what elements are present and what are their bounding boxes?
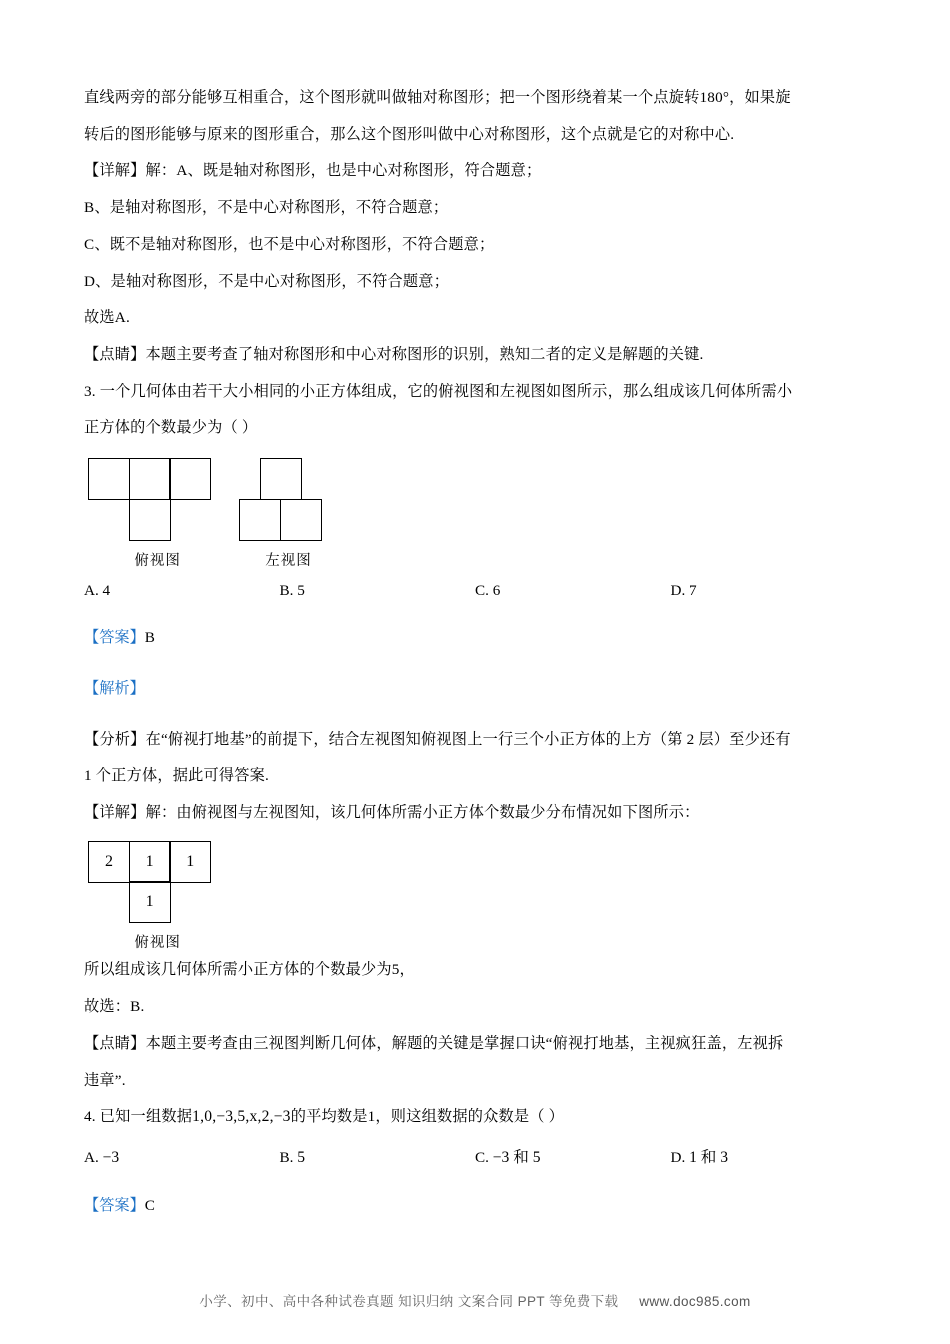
analysis-text: 1 个正方体，据此可得答案. (84, 767, 270, 785)
grid-cell (169, 458, 211, 500)
question-3-analysis-line-2 (84, 758, 866, 794)
paragraph-3 (84, 153, 866, 189)
answer-label: 【答案】 (84, 629, 145, 647)
question-4-suffix: 的平均数是1，则这组数据的众数是（ ） (290, 1108, 565, 1126)
key-text: 违章”. (84, 1071, 126, 1089)
choice-c: C. 6 (475, 581, 501, 599)
analysis-label: 【解析】 (84, 679, 145, 697)
key-text: 本题主要考查由三视图判断几何体，解题的关键是掌握口诀“俯视打地基，主视疯狂盖，左视拆 (145, 1034, 784, 1052)
grid-cell (129, 458, 171, 500)
question-3-detail (84, 795, 866, 831)
grid-row (88, 841, 211, 883)
paragraph-text: 故选A. (84, 309, 130, 327)
key-head: 【点睛】 (84, 1034, 146, 1052)
choice-c (475, 1142, 671, 1173)
paragraph-4 (84, 190, 866, 226)
choice-letter: B. (279, 1148, 294, 1166)
paragraph-6 (84, 264, 866, 300)
question-3-line-2 (84, 410, 866, 446)
question-3-text: 正方体的个数最少为（ ） (84, 419, 258, 437)
figure-caption: 俯视图 (134, 935, 181, 952)
grid-cell (129, 499, 171, 541)
question-4-prefix: 4. 已知一组数据 (84, 1108, 193, 1126)
conclusion-text: 所以组成该几何体所需小正方体的个数最少为5， (84, 961, 415, 979)
question-3-key-line-2 (84, 1063, 866, 1099)
paragraph-8 (84, 337, 866, 373)
answer-label: 【答案】 (84, 1196, 145, 1214)
paragraph-1 (84, 80, 866, 116)
page-footer (0, 1290, 950, 1310)
analysis-head: 【分析】 (84, 730, 146, 748)
paragraph-text: 【详解】解：A、既是轴对称图形，也是中心对称图形，符合题意； (84, 162, 542, 180)
figure-left-view (239, 458, 322, 570)
question-3-key-line-1 (84, 1026, 866, 1062)
paragraph-text: D、是轴对称图形，不是中心对称图形，不符合题意； (84, 272, 450, 290)
grid-left-view (239, 458, 322, 541)
question-3-text: 3. 一个几何体由若干大小相同的小正方体组成，它的俯视图和左视图如图所示，那么组成该几何体所需小 (84, 382, 793, 400)
grid-row (88, 499, 211, 541)
grid-row (88, 881, 211, 923)
conclusion-text: 故选：B. (84, 998, 145, 1016)
grid-cell: 1 (129, 841, 171, 883)
grid-cell (280, 499, 322, 541)
choice-letter: A. (84, 1148, 99, 1166)
detail-text: 解：由俯视图与左视图知，该几何体所需小正方体个数最少分布情况如下图所示： (145, 804, 700, 822)
question-4-choices (84, 1142, 866, 1173)
grid-cell (260, 458, 302, 500)
choice-value: −3 (102, 1148, 120, 1166)
grid-row (239, 499, 322, 541)
figure-top-view (88, 458, 211, 570)
grid-cell (239, 499, 281, 541)
choice-d: D. 7 (670, 581, 697, 599)
figure-numbered-top-view (88, 841, 211, 953)
choice-value: 1 和 3 (689, 1148, 729, 1166)
paragraph-text: 【点睛】本题主要考查了轴对称图形和中心对称图形的识别，熟知二者的定义是解题的关键. (84, 346, 704, 364)
footer-text: 小学、初中、高中各种试卷真题 知识归纳 文案合同 PPT 等免费下载 (199, 1294, 619, 1309)
paragraph-text: B、是轴对称图形，不是中心对称图形，不符合题意； (84, 199, 449, 217)
grid-cell: 1 (169, 841, 211, 883)
grid-numbered (88, 841, 211, 924)
analysis-text: 在“俯视打地基”的前提下，结合左视图知俯视图上一行三个小正方体的上方（第 2 层）至少还有 (145, 730, 791, 748)
grid-row (88, 458, 211, 500)
question-3-figures (84, 458, 866, 570)
grid-row (239, 458, 322, 500)
choice-a: A. 4 (84, 581, 111, 599)
choice-value: 5 (297, 1148, 306, 1166)
question-3-choices (84, 576, 866, 606)
question-4-data: 1,0,−3,5,x,2,−3 (192, 1108, 291, 1126)
choice-letter: D. (670, 1148, 686, 1166)
figure-caption: 俯视图 (134, 552, 181, 569)
grid-cell: 1 (129, 881, 171, 923)
figure-caption: 左视图 (265, 552, 312, 569)
choice-a (84, 1142, 280, 1173)
question-3-answer (84, 621, 866, 656)
paragraph-2 (84, 117, 866, 153)
footer-site: www.doc985.com (639, 1294, 751, 1309)
choice-b (280, 1142, 476, 1173)
paragraph-text: 直线两旁的部分能够互相重合，这个图形就叫做轴对称图形；把一个图形绕着某一个点旋转180°，如果旋 (84, 89, 791, 106)
paragraph-7 (84, 300, 866, 336)
question-4-answer (84, 1189, 866, 1224)
choice-d (671, 1142, 867, 1173)
answer-value: B (144, 629, 155, 647)
answer-value: C (144, 1196, 155, 1214)
question-3-line-1 (84, 374, 866, 410)
question-3-analysis-label (84, 672, 866, 707)
paragraph-text: C、既不是轴对称图形，也不是中心对称图形，不符合题意； (84, 235, 495, 253)
question-3-conclusion-1 (84, 952, 866, 988)
paragraph-5 (84, 227, 866, 263)
choice-b: B. 5 (279, 581, 305, 599)
question-3-analysis-line-1 (84, 722, 866, 758)
choice-value: −3 和 5 (492, 1148, 541, 1166)
paragraph-text: 转后的图形能够与原来的图形重合，那么这个图形叫做中心对称图形，这个点就是它的对称中心. (84, 125, 735, 143)
question-3-solution-figure (84, 841, 866, 953)
grid-top-view (88, 458, 211, 541)
choice-letter: C. (475, 1148, 489, 1166)
detail-head: 【详解】 (84, 804, 146, 822)
grid-cell: 2 (88, 841, 130, 883)
question-4-line-1 (84, 1099, 866, 1136)
question-3-conclusion-2 (84, 989, 866, 1025)
grid-cell (88, 458, 130, 500)
